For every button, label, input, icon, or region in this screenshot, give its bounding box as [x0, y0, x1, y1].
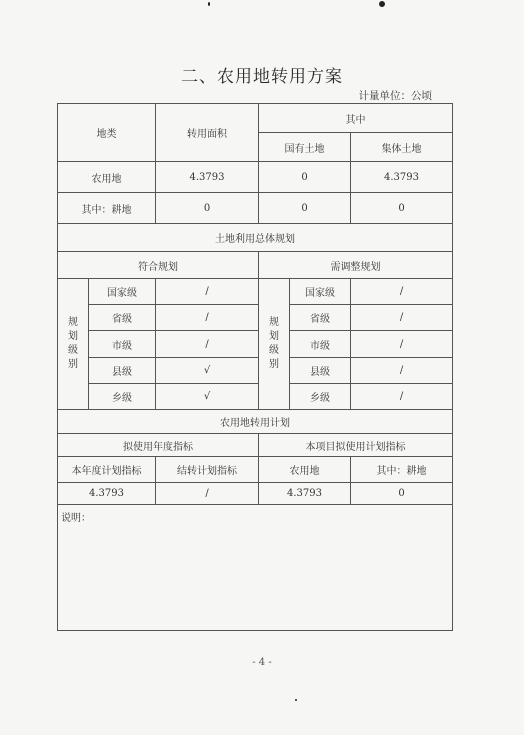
level-name: 国家级	[290, 279, 351, 305]
row-label: 农用地	[58, 162, 156, 193]
level-name: 市级	[89, 331, 156, 358]
scan-speck-top-left	[208, 2, 210, 6]
master-plan-title-row	[58, 224, 453, 252]
table-row	[58, 162, 453, 193]
collective-land-header: 集体土地	[351, 133, 453, 162]
plan-level-row	[58, 358, 453, 384]
plan-level-row	[58, 331, 453, 358]
level-conforms-value: /	[156, 331, 259, 358]
annual-plan-header: 本年度计划指标	[58, 457, 156, 483]
conversion-plan-value-row	[58, 483, 453, 505]
project-plan-header: 本项目拟使用计划指标	[259, 434, 453, 457]
master-plan-subheader-row	[58, 252, 453, 279]
plan-level-row	[58, 384, 453, 410]
agri-land-header: 农用地	[259, 457, 351, 483]
level-name: 省级	[290, 305, 351, 331]
level-name: 国家级	[89, 279, 156, 305]
row-label: 其中：耕地	[58, 193, 156, 224]
level-name: 省级	[89, 305, 156, 331]
level-name: 县级	[89, 358, 156, 384]
state-land-header: 国有土地	[259, 133, 351, 162]
table-row	[58, 193, 453, 224]
level-name: 乡级	[290, 384, 351, 410]
page-title: 二、农用地转用方案	[181, 67, 343, 87]
conversion-plan-table	[57, 103, 453, 631]
page-number: - 4 -	[252, 657, 272, 668]
level-conforms-value: √	[156, 384, 259, 410]
level-name: 乡级	[89, 384, 156, 410]
plan-level-label-right: 规 划 级 别	[259, 279, 290, 410]
note-row	[58, 505, 453, 631]
cultivated-header: 其中：耕地	[351, 457, 453, 483]
level-conforms-value: √	[156, 358, 259, 384]
row-collective: 0	[351, 193, 453, 224]
conforms-plan-header: 符合规划	[58, 252, 259, 279]
carryover-plan-header: 结转计划指标	[156, 457, 259, 483]
row-state: 0	[259, 193, 351, 224]
plan-level-label-left: 规 划 级 别	[58, 279, 89, 410]
proposed-annual-header: 拟使用年度指标	[58, 434, 259, 457]
conversion-plan-title-row	[58, 410, 453, 434]
plan-level-row	[58, 305, 453, 331]
carryover-plan-value: /	[156, 483, 259, 505]
level-adjust-value: /	[351, 358, 453, 384]
conversion-plan-title: 农用地转用计划	[58, 410, 453, 434]
header-row	[58, 104, 453, 133]
level-conforms-value: /	[156, 305, 259, 331]
level-adjust-value: /	[351, 279, 453, 305]
agri-land-value: 4.3793	[259, 483, 351, 505]
conversion-plan-column-row	[58, 457, 453, 483]
land-type-header: 地类	[58, 104, 156, 162]
measurement-unit: 计量单位：公顷	[358, 90, 432, 102]
level-adjust-value: /	[351, 384, 453, 410]
scan-speck-bottom	[295, 699, 297, 701]
of-which-header: 其中	[259, 104, 453, 133]
note-label: 说明：	[61, 513, 91, 524]
conversion-area-header: 转用面积	[156, 104, 259, 162]
scan-speck-top-right	[379, 1, 385, 7]
row-state: 0	[259, 162, 351, 193]
level-name: 市级	[290, 331, 351, 358]
cultivated-value: 0	[351, 483, 453, 505]
level-conforms-value: /	[156, 279, 259, 305]
plan-level-row	[58, 279, 453, 305]
row-area: 4.3793	[156, 162, 259, 193]
needs-adjust-header: 需调整规划	[259, 252, 453, 279]
row-collective: 4.3793	[351, 162, 453, 193]
row-area: 0	[156, 193, 259, 224]
annual-plan-value: 4.3793	[58, 483, 156, 505]
master-plan-title: 土地利用总体规划	[58, 224, 453, 252]
level-name: 县级	[290, 358, 351, 384]
note-cell	[58, 505, 453, 631]
conversion-plan-group-row	[58, 434, 453, 457]
level-adjust-value: /	[351, 331, 453, 358]
level-adjust-value: /	[351, 305, 453, 331]
